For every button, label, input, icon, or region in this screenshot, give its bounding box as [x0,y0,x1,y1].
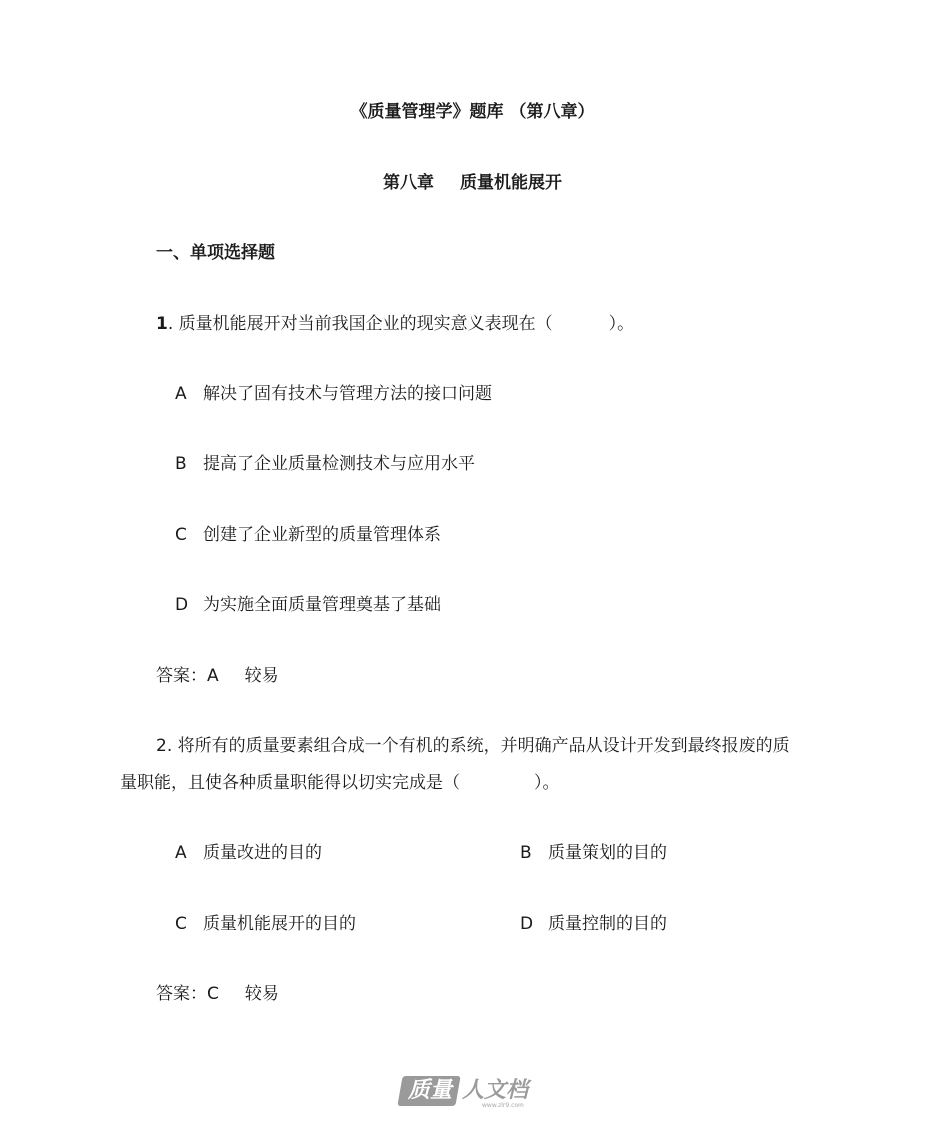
question-2-text-cont: 量职能，且使各种质量职能得以切实完成是（ [120,773,460,793]
question-2-option-a [175,841,322,865]
question-1-answer [156,664,279,688]
option-letter: A [175,843,187,863]
question-1-text-end: ）。 [608,314,635,334]
question-2-text-end: ）。 [534,773,560,793]
option-letter: A [175,384,187,404]
chapter-name: 质量机能展开 [460,173,562,193]
answer-value: A [207,666,219,686]
section-heading: 一、单项选择题 [156,243,275,263]
answer-difficulty: 较易 [244,666,279,686]
logo-box-text: 质量 [407,1078,452,1103]
option-text: 解决了固有技术与管理方法的接口问题 [203,384,492,404]
option-letter: C [175,914,187,934]
question-2-stem-continued [120,771,560,795]
answer-value: C [207,984,219,1004]
answer-label: 答案： [156,666,207,686]
option-letter: B [175,454,187,474]
question-2-stem [156,734,790,758]
option-text: 质量策划的目的 [548,843,667,863]
option-letter: D [520,914,534,934]
chapter-label: 第八章 [383,173,434,193]
footer-logo [400,1074,542,1110]
option-text: 质量改进的目的 [203,843,322,863]
option-letter: D [175,595,189,615]
question-1-text: . 质量机能展开对当前我国企业的现实意义表现在（ [167,314,553,334]
chapter-title [0,171,945,195]
option-letter: C [175,525,187,545]
question-2-number: 2 [156,736,167,756]
question-2-text: . 将所有的质量要素组合成一个有机的系统，并明确产品从设计开发到最终报废的质 [166,736,790,756]
answer-label: 答案： [156,984,207,1004]
question-2-option-c [175,912,356,936]
question-1-option-a [175,382,492,406]
question-1-option-c [175,523,441,547]
question-1-stem [156,312,634,336]
logo-site-url: www.zlr9.com [482,1102,524,1109]
question-1-number: 1 [156,314,168,334]
document-title: 《质量管理学》题库 （第八章） [350,102,595,122]
question-1-option-d [175,593,441,617]
option-text: 质量控制的目的 [548,914,667,934]
option-text: 创建了企业新型的质量管理体系 [203,525,441,545]
question-1-option-b [175,452,475,476]
logo-wordmark: 人文档 [462,1078,529,1103]
question-2-option-d [520,912,667,936]
answer-difficulty: 较易 [244,984,279,1004]
option-text: 提高了企业质量检测技术与应用水平 [203,454,475,474]
question-2-answer [156,982,279,1006]
option-letter: B [520,843,532,863]
option-text: 质量机能展开的目的 [203,914,356,934]
question-2-option-b [520,841,667,865]
option-text: 为实施全面质量管理奠基了基础 [203,595,441,615]
